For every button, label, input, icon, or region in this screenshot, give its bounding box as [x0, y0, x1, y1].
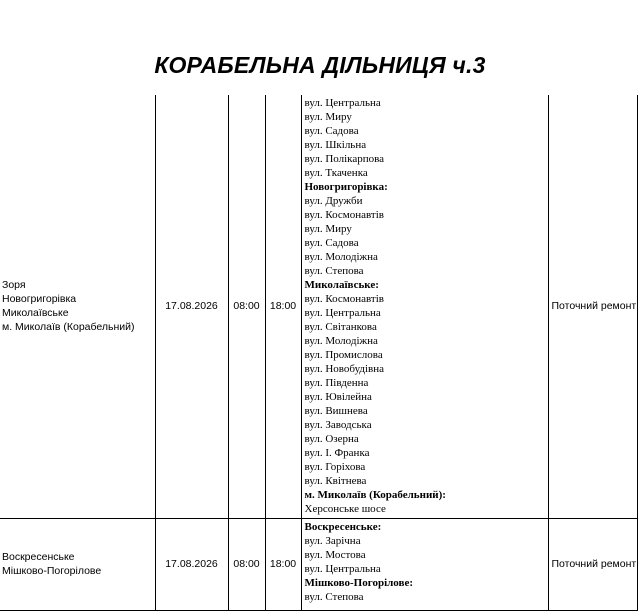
work-type-cell: Поточний ремонт: [548, 518, 637, 610]
location-line: Воскресенське: [2, 551, 75, 563]
street-line: вул. Горіхова: [304, 461, 366, 473]
table-row: [0, 95, 637, 518]
date-cell: 17.08.2026: [155, 95, 228, 518]
work-type-cell: Поточний ремонт: [548, 95, 637, 518]
street-line: вул. Квітнева: [304, 475, 367, 487]
settlement-header: Миколаївське:: [304, 279, 379, 291]
date-cell: 17.08.2026: [155, 518, 228, 610]
street-line: вул. Молодіжна: [304, 251, 378, 263]
end-time-cell: 18:00: [265, 95, 301, 518]
page-title: КОРАБЕЛЬНА ДІЛЬНИЦЯ ч.3: [154, 52, 486, 78]
locations-cell: [0, 518, 155, 610]
location-line: м. Миколаїв (Корабельний): [2, 321, 135, 334]
end-time-cell: 18:00: [265, 518, 301, 610]
street-line: вул. Озерна: [304, 433, 359, 445]
location-line: Мішково-Погорілове: [2, 565, 102, 577]
street-line: вул. Ювілейна: [304, 391, 372, 403]
outage-table: [0, 95, 638, 611]
street-line: вул. І. Франка: [304, 447, 370, 459]
street-line: вул. Миру: [304, 111, 352, 123]
street-line: вул. Центральна: [304, 97, 381, 109]
street-line: вул. Новобудівна: [304, 363, 384, 375]
street-line: вул. Промислова: [304, 349, 383, 361]
street-line: вул. Полікарпова: [304, 153, 385, 165]
settlement-header: Воскресенське:: [304, 520, 382, 533]
street-line: вул. Садова: [304, 125, 359, 137]
street-line: вул. Мостова: [304, 548, 366, 561]
street-line: вул. Космонавтів: [304, 209, 384, 221]
street-line: вул. Молодіжна: [304, 335, 378, 347]
street-line: вул. Космонавтів: [304, 293, 384, 305]
street-line: вул. Миру: [304, 223, 352, 235]
streets-cell: [301, 518, 548, 610]
street-line: вул. Ткаченка: [304, 167, 368, 179]
street-line: вул. Шкільна: [304, 139, 367, 151]
table-row: [0, 518, 637, 610]
locations-cell: [0, 95, 155, 518]
street-line: вул. Степова: [304, 265, 364, 277]
street-line: вул. Степова: [304, 590, 364, 603]
settlement-header: Новогригорівка:: [304, 181, 388, 193]
location-line: Миколаївське: [2, 307, 69, 320]
street-line: вул. Зарічна: [304, 534, 361, 547]
street-line: вул. Садова: [304, 237, 359, 249]
street-line: вул. Південна: [304, 377, 369, 389]
settlement-header: Мішково-Погорілове:: [304, 576, 414, 589]
streets-cell: [301, 95, 548, 518]
street-line: вул. Центральна: [304, 562, 381, 575]
street-line: вул. Дружби: [304, 195, 363, 207]
start-time-cell: 08:00: [228, 95, 265, 518]
street-line: вул. Центральна: [304, 307, 381, 319]
start-time-cell: 08:00: [228, 518, 265, 610]
street-line: вул. Світанкова: [304, 321, 377, 333]
location-line: Новогригорівка: [2, 293, 77, 306]
location-line: Зоря: [2, 279, 26, 292]
street-line: Херсонське шосе: [304, 503, 386, 515]
settlement-header: м. Миколаїв (Корабельний):: [304, 489, 446, 501]
street-line: вул. Заводська: [304, 419, 372, 431]
street-line: вул. Вишнева: [304, 405, 368, 417]
